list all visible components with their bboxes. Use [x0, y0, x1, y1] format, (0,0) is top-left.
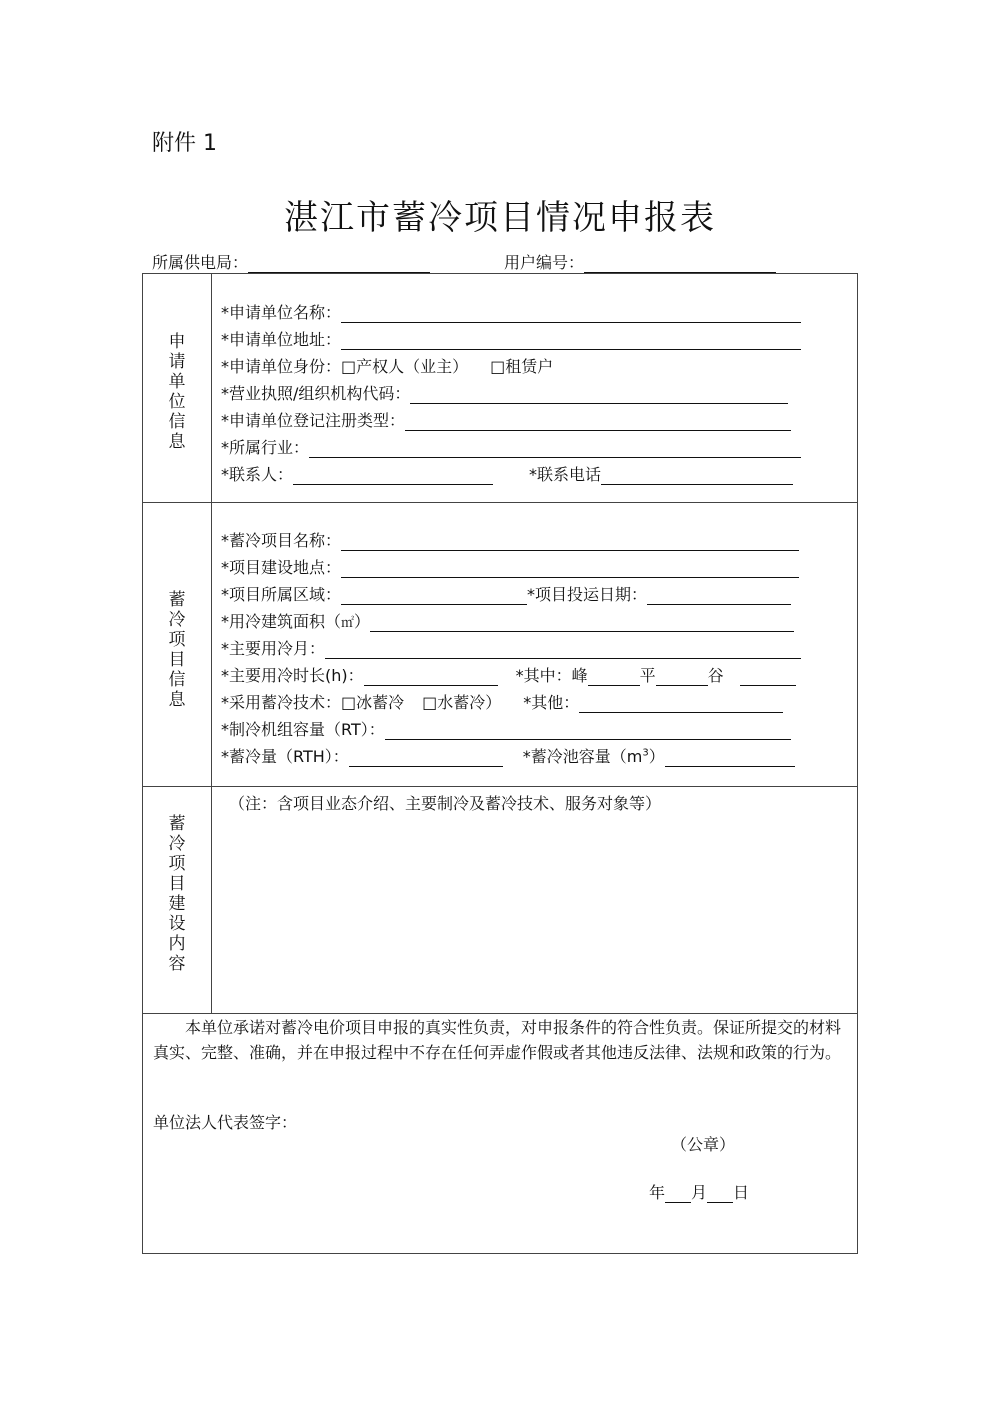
- storage-input[interactable]: [349, 751, 503, 767]
- pool-capacity-input[interactable]: [665, 751, 795, 767]
- project-region-input[interactable]: [341, 589, 527, 605]
- seal-label: （公章）: [671, 1135, 736, 1154]
- pledge-text: 本单位承诺对蓄冷电价项目申报的真实性负责，对申报条件的符合性负责。保证所提交的材料真实、完整、准确，并在申报过程中不存在任何弄虚作假或者其他违反法律、法规和政策的行为。: [153, 1018, 842, 1062]
- phone-label: *联系电话: [529, 465, 602, 484]
- contact-label: *联系人：: [221, 465, 294, 484]
- peak-input[interactable]: [588, 670, 640, 686]
- date-field: [649, 1180, 749, 1203]
- license-input[interactable]: [410, 388, 788, 404]
- project-name-input[interactable]: [341, 535, 799, 551]
- form-title: 湛江市蓄冷项目情况申报表: [284, 198, 716, 238]
- project-name-label: *蓄冷项目名称：: [221, 531, 342, 550]
- applicant-name-input[interactable]: [341, 307, 801, 323]
- op-date-label: *项目投运日期：: [527, 585, 648, 604]
- tech-other-input[interactable]: [579, 697, 783, 713]
- row-capacity: [221, 718, 791, 740]
- contact-input[interactable]: [293, 469, 493, 485]
- user-no-label: 用户编号：: [504, 253, 585, 272]
- year-label: 年: [649, 1183, 666, 1202]
- ice-storage-checkbox[interactable]: □冰蓄冷: [341, 693, 405, 712]
- row-applicant-address: [221, 328, 801, 350]
- row-area: [221, 610, 794, 632]
- day-input[interactable]: [707, 1187, 733, 1203]
- divider-2: [143, 786, 857, 787]
- row-months: [221, 637, 801, 659]
- row-tech: [221, 691, 783, 713]
- applicant-address-input[interactable]: [341, 334, 801, 350]
- section-label-applicant: 申 请 单 位 信 息: [168, 332, 186, 452]
- row-project-region: [221, 583, 791, 605]
- divider-3: [143, 1013, 857, 1014]
- applicant-identity-label: *申请单位身份：: [221, 357, 342, 376]
- tech-label: *采用蓄冷技术：: [221, 693, 342, 712]
- power-bureau-field: [152, 250, 430, 273]
- project-location-label: *项目建设地点：: [221, 558, 342, 577]
- applicant-name-label: *申请单位名称：: [221, 303, 342, 322]
- divider-1: [143, 502, 857, 503]
- flat-input[interactable]: [656, 670, 708, 686]
- row-industry: [221, 436, 801, 458]
- user-no-field: [504, 250, 776, 273]
- reg-type-input[interactable]: [405, 415, 791, 431]
- power-bureau-label: 所属供电局：: [152, 253, 249, 272]
- section-label-content: 蓄 冷 项 目 建 设 内 容: [168, 814, 186, 974]
- row-storage: [221, 745, 795, 767]
- water-storage-checkbox[interactable]: □水蓄冷）: [422, 693, 502, 712]
- row-project-name: [221, 529, 799, 551]
- split-flat-label: 平: [639, 666, 656, 685]
- row-license: [221, 382, 788, 404]
- signature-label: 单位法人代表签字：: [153, 1113, 298, 1132]
- signature-area[interactable]: [311, 1104, 631, 1144]
- attachment-label: 附件 1: [152, 131, 217, 156]
- pool-capacity-label: *蓄冷池容量$(m^3)$: [522, 747, 665, 766]
- owner-checkbox[interactable]: □产权人（业主）: [341, 357, 469, 376]
- hours-label: *主要用冷时长(h)：: [221, 666, 364, 685]
- split-peak-label: *其中：峰: [515, 666, 588, 685]
- month-label: 月: [691, 1183, 708, 1202]
- split-valley-label: 谷: [707, 666, 724, 685]
- applicant-address-label: *申请单位地址：: [221, 330, 342, 349]
- user-no-input[interactable]: [584, 256, 776, 273]
- months-label: *主要用冷月：: [221, 639, 326, 658]
- content-textarea[interactable]: [217, 819, 853, 1005]
- reg-type-label: *申请单位登记注册类型：: [221, 411, 406, 430]
- form-table: [142, 273, 858, 1254]
- capacity-label: *制冷机组容量（RT）：: [221, 720, 385, 739]
- industry-label: *所属行业：: [221, 438, 310, 457]
- phone-input[interactable]: [601, 469, 793, 485]
- row-reg-type: [221, 409, 791, 431]
- tenant-checkbox[interactable]: □租赁户: [490, 357, 554, 376]
- area-label: *用冷建筑面积（㎡）: [221, 612, 371, 631]
- row-contact: [221, 463, 793, 485]
- section-label-project: 蓄 冷 项 目 信 息: [168, 590, 186, 710]
- month-input[interactable]: [665, 1187, 691, 1203]
- row-applicant-name: [221, 301, 801, 323]
- power-bureau-input[interactable]: [248, 256, 430, 273]
- day-label: 日: [733, 1183, 750, 1202]
- industry-input[interactable]: [309, 442, 801, 458]
- row-hours: [221, 664, 796, 686]
- label-column-divider: [211, 274, 212, 1013]
- project-location-input[interactable]: [341, 562, 799, 578]
- op-date-input[interactable]: [647, 589, 791, 605]
- tech-other-label: *其他：: [523, 693, 580, 712]
- area-input[interactable]: [370, 616, 794, 632]
- storage-label: *蓄冷量（RTH）：: [221, 747, 349, 766]
- project-region-label: *项目所属区域：: [221, 585, 342, 604]
- months-input[interactable]: [325, 643, 801, 659]
- content-note: （注：含项目业态介绍、主要制冷及蓄冷技术、服务对象等）: [229, 794, 662, 813]
- row-project-location: [221, 556, 799, 578]
- license-label: *营业执照/组织机构代码：: [221, 384, 411, 403]
- row-applicant-identity: [221, 355, 553, 377]
- hours-input[interactable]: [364, 670, 498, 686]
- valley-input[interactable]: [740, 670, 796, 686]
- capacity-input[interactable]: [385, 724, 791, 740]
